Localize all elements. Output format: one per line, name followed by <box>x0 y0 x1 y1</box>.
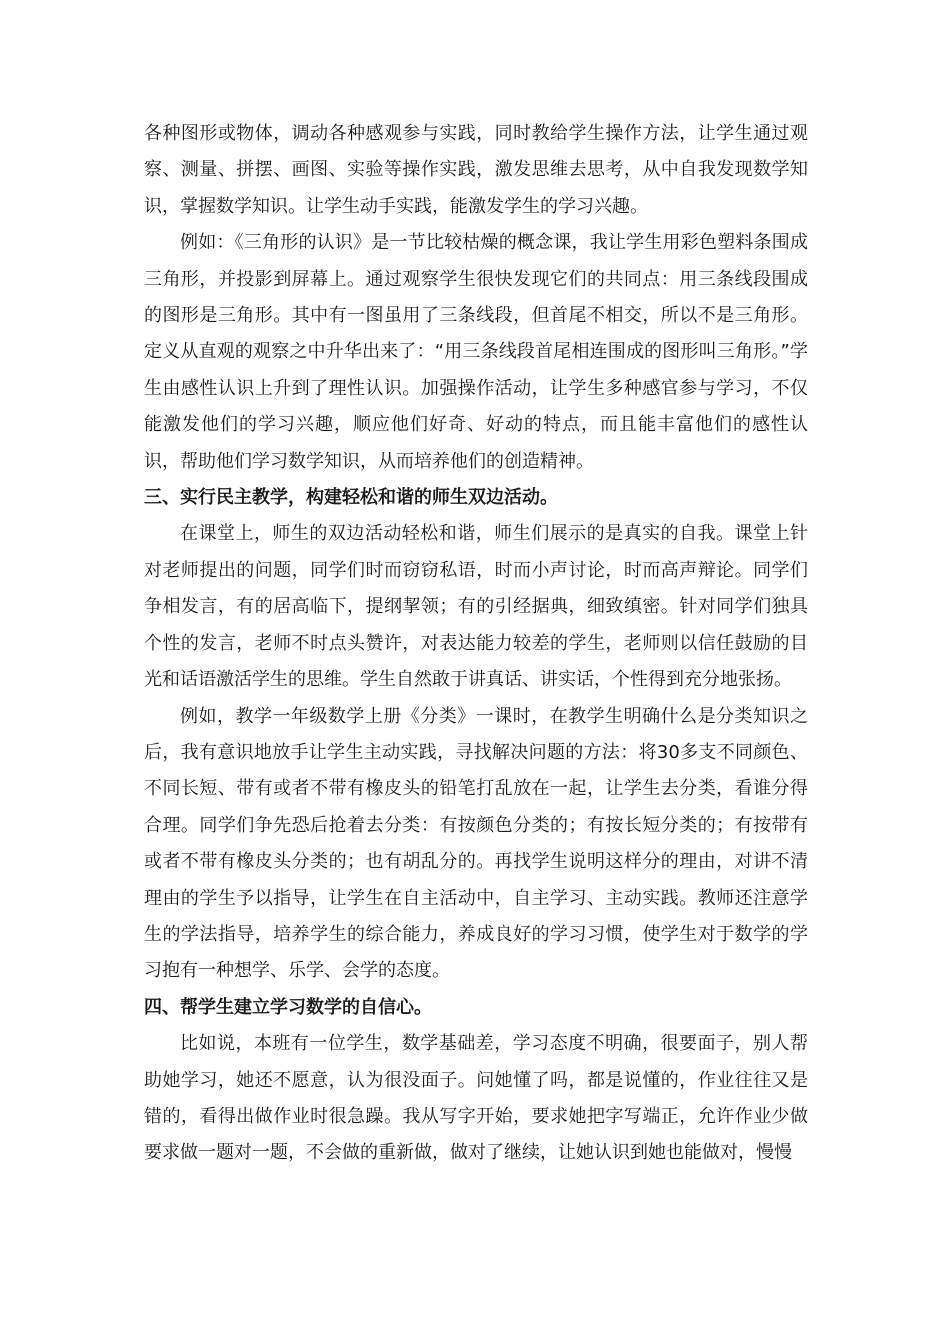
paragraph-intro: 各种图形或物体，调动各种感观参与实践，同时教给学生操作方法，让学生通过观察、测量、拼摆、画图、实验等操作实践，激发思维去思考，从中自我发现数学知识，掌握数学知识。让学生动手实践，能激发学生的学习兴趣。 <box>144 123 808 217</box>
section-heading-four: 四、帮学生建立学习数学的自信心。 <box>144 996 432 1018</box>
paragraph-classification-example: 例如，教学一年级数学上册《分类》一课时，在教学生明确什么是分类知识之后，我有意识地放手让学生主动实践，寻找解决问题的方法：将30多支不同颜色、不同长短、带有或者不带有橡皮头的铅笔打乱放在一起，让学生去分类，看谁分得合理。同学们争先恐后抢着去分类：有按颜色分类的；有按长短分类的；有按带有或者不带有橡皮头分类的；也有胡乱分的。再找学生说明这样分的理由，对讲不清理由的学生予以指导，让学生在自主活动中，自主学习、主动实践。教师还注意学生的学法指导，培养学生的综合能力，养成良好的学习习惯，使学生对于数学的学习抱有一种想学、乐学、会学的态度。 <box>144 705 808 982</box>
paragraph-triangle-example: 例如：《三角形的认识》是一节比较枯燥的概念课，我让学生用彩色塑料条围成三角形，并投影到屏幕上。通过观察学生很快发现它们的共同点：用三条线段围成的图形是三角形。其中有一图虽用了三条线段，但首尾不相交，所以不是三角形。定义从直观的观察之中升华出来了：“用三条线段首尾相连围成的图形叫三角形。”学生由感性认识上升到了理性认识。加强操作活动，让学生多种感官参与学习，不仅能激发他们的学习兴趣，顺应他们好奇、好动的特点，而且能丰富他们的感性认识，帮助他们学习数学知识，从而培养他们的创造精神。 <box>144 232 808 472</box>
section-heading-three: 三、实行民主教学，构建轻松和谐的师生双边活动。 <box>144 487 558 509</box>
document-body <box>144 116 808 1172</box>
paragraph-classroom: 在课堂上，师生的双边活动轻松和谐，师生们展示的是真实的自我。课堂上针对老师提出的问题，同学们时而窃窃私语，时而小声讨论，时而高声辩论。同学们争相发言，有的居高临下，提纲挈领；有的引经据典，细致缜密。针对同学们独具个性的发言，老师不时点头赞许，对表达能力较差的学生，老师则以信任鼓励的目光和话语激活学生的思维。学生自然敢于讲真话、讲实话，个性得到充分地张扬。 <box>144 523 808 691</box>
paragraph-confidence-example: 比如说，本班有一位学生，数学基础差，学习态度不明确，很要面子，别人帮助她学习，她还不愿意，认为很没面子。问她懂了吗，都是说懂的，作业往往又是错的，看得出做作业时很急躁。我从写字开始，要求她把字写端正，允许作业少做要求做一题对一题，不会做的重新做，做对了继续，让她认识到她也能做对，慢慢 <box>144 1033 808 1164</box>
